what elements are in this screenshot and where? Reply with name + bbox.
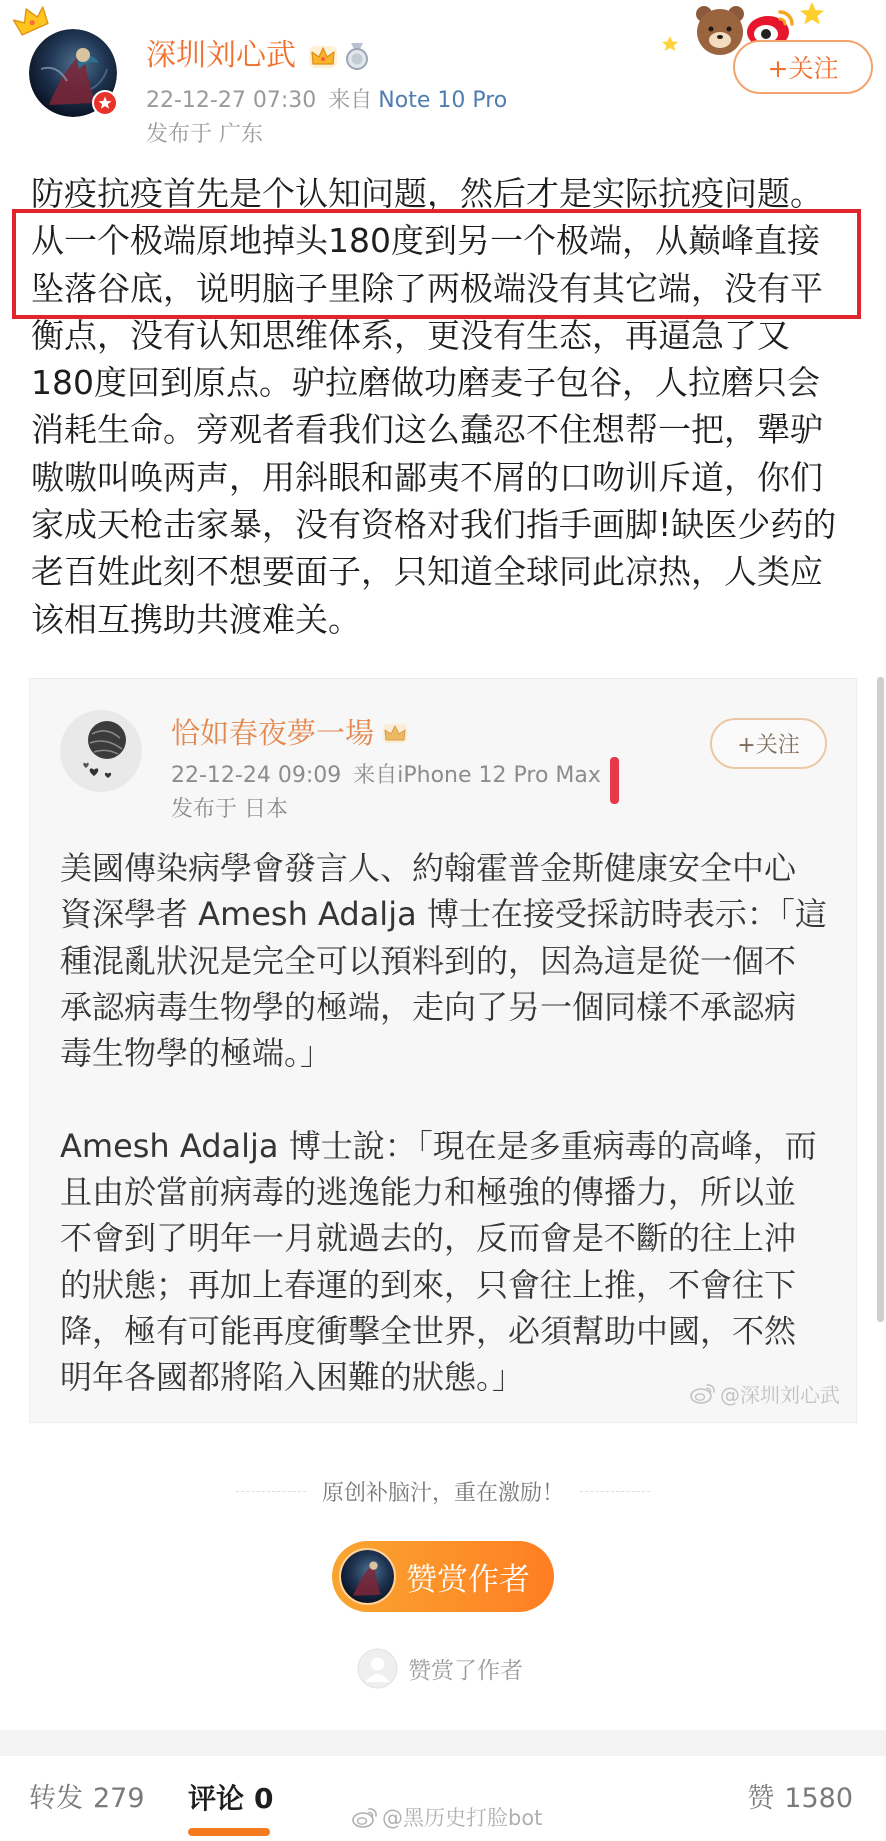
- vip-crown-icon: [10, 0, 52, 39]
- vip-crown-badge-icon[interactable]: [308, 43, 338, 69]
- divider: [580, 1491, 650, 1492]
- embedded-meta: [171, 761, 601, 791]
- post-text-line: 衡点，没有认知思维体系，更没有生态，再逼急了又: [31, 315, 790, 355]
- post-location: 发布于 广东: [146, 122, 263, 147]
- comment-label: 评论: [188, 1782, 245, 1815]
- verified-badge-icon: [92, 90, 118, 116]
- reward-slogan: 原创补脑汁，重在激励！: [321, 1480, 564, 1506]
- bot-watermark-text: @黑历史打脸bot: [382, 1806, 543, 1830]
- active-tab-indicator: [188, 1828, 270, 1836]
- post-text-line: 嗷嗷叫唤两声，用斜眼和鄙夷不屑的口吻训斥道，你们: [31, 457, 823, 497]
- star-icon: [800, 2, 824, 24]
- image-watermark: [690, 1379, 840, 1407]
- post-body: [31, 170, 861, 643]
- embedded-text-line: 降，極有可能再度衝擊全世界，必須幫助中國，不然: [60, 1311, 797, 1350]
- post-text-line: 该相互携助共渡难关。: [31, 599, 361, 639]
- author-avatar-small: [339, 1548, 396, 1605]
- post-text-line: 家成天枪击家暴，没有资格对我们指手画脚!缺医少药的: [31, 505, 837, 545]
- embedded-text-line: 承認病毒生物學的極端，走向了另一個同樣不承認病: [60, 987, 797, 1026]
- rewarded-label: 赞赏了作者: [408, 1657, 523, 1684]
- embedded-paragraph: [60, 1123, 850, 1401]
- rewarder-avatar-icon: [357, 1648, 398, 1689]
- embedded-timestamp: 22-12-24 09:09: [171, 763, 342, 788]
- post-text-line: 防疫抗疫首先是个认知问题，然后才是实际抗疫问题。: [31, 174, 823, 213]
- embedded-text-line: Amesh Adalja 博士說：「現在是多重病毒的高峰，而: [60, 1126, 817, 1165]
- repost-count: 279: [93, 1783, 145, 1814]
- tab-comment[interactable]: [188, 1780, 274, 1818]
- embedded-follow-button: +关注: [710, 718, 827, 769]
- redaction-mark: [610, 757, 619, 804]
- embedded-name-row: [171, 713, 408, 753]
- tab-repost[interactable]: [29, 1780, 145, 1818]
- embedded-text-line: 種混亂狀況是完全可以預料到的，因為這是從一個不: [60, 941, 797, 980]
- rewarded-row[interactable]: [357, 1647, 523, 1689]
- embedded-text-line: 毒生物學的極端。」: [60, 1034, 333, 1073]
- embedded-avatar: [60, 710, 142, 792]
- embedded-text-line: 且由於當前病毒的逃逸能力和極強的傳播力，所以並: [60, 1173, 797, 1212]
- embedded-crown-badge-icon: [382, 722, 408, 744]
- repost-label: 转发: [29, 1783, 83, 1814]
- device-link[interactable]: Note 10 Pro: [378, 88, 508, 113]
- post-text-line: 180度回到原点。驴拉磨做功磨麦子包谷，人拉磨只会: [31, 363, 820, 403]
- follow-button[interactable]: +关注: [733, 40, 873, 94]
- embedded-text-line: 明年各國都將陷入困難的狀態。」: [60, 1358, 525, 1397]
- bottom-tab-bar: [0, 1756, 886, 1841]
- embedded-body: [60, 845, 850, 1423]
- medal-badge-icon[interactable]: [344, 42, 370, 70]
- scroll-indicator[interactable]: [877, 677, 884, 1322]
- bear-sticker-icon: [696, 6, 744, 55]
- embedded-text-line: 資深學者 Amesh Adalja 博士在接受採訪時表示：「這: [60, 895, 827, 934]
- embedded-paragraph: [60, 845, 850, 1076]
- weibo-logo-icon: [352, 1806, 378, 1828]
- like-count: 1580: [784, 1783, 853, 1814]
- post-text-line: 从一个极端原地掉头180度到另一个极端，从巅峰直接: [31, 221, 820, 261]
- embedded-text-line: 不會到了明年一月就過去的，反而會是不斷的往上沖: [60, 1219, 797, 1258]
- weibo-logo-icon: [690, 1382, 716, 1404]
- post-meta: [146, 86, 507, 116]
- embedded-text-line: 的狀態；再加上春運的到來，只會往上推，不會往下: [60, 1265, 797, 1304]
- post-text-line: 消耗生命。旁观者看我们这么蠢忍不住想帮一把，犟驴: [31, 410, 823, 450]
- source-prefix: 来自: [328, 88, 373, 113]
- embedded-post-image[interactable]: [29, 678, 857, 1423]
- author-username[interactable]: 深圳刘心武: [146, 38, 296, 73]
- post-timestamp: 22-12-27 07:30: [146, 88, 317, 113]
- embedded-text-line: 美國傳染病學會發言人、約翰霍普金斯健康安全中心: [60, 849, 797, 887]
- embedded-username: 恰如春夜夢一場: [171, 716, 375, 750]
- comment-count: 0: [254, 1782, 274, 1815]
- tab-like[interactable]: [747, 1780, 853, 1818]
- star-icon: [662, 36, 678, 51]
- image-watermark-text: @深圳刘心武: [720, 1382, 840, 1407]
- post-text-line: 老百姓此刻不想要面子，只知道全球同此凉热，人类应: [31, 552, 823, 592]
- section-divider: [0, 1730, 886, 1756]
- reward-slogan-row: [0, 1476, 886, 1506]
- divider: [236, 1491, 306, 1492]
- like-label: 赞: [747, 1783, 775, 1814]
- post-text-line: 坠落谷底，说明脑子里除了两极端没有其它端，没有平: [31, 268, 823, 308]
- embedded-source: 来自iPhone 12 Pro Max: [353, 763, 601, 788]
- author-name-row: [146, 36, 370, 76]
- reward-author-button[interactable]: [332, 1541, 554, 1612]
- reward-button-label: 赞赏作者: [406, 1562, 530, 1598]
- embedded-location: 发布于 日本: [171, 797, 288, 822]
- bot-watermark: [352, 1803, 542, 1831]
